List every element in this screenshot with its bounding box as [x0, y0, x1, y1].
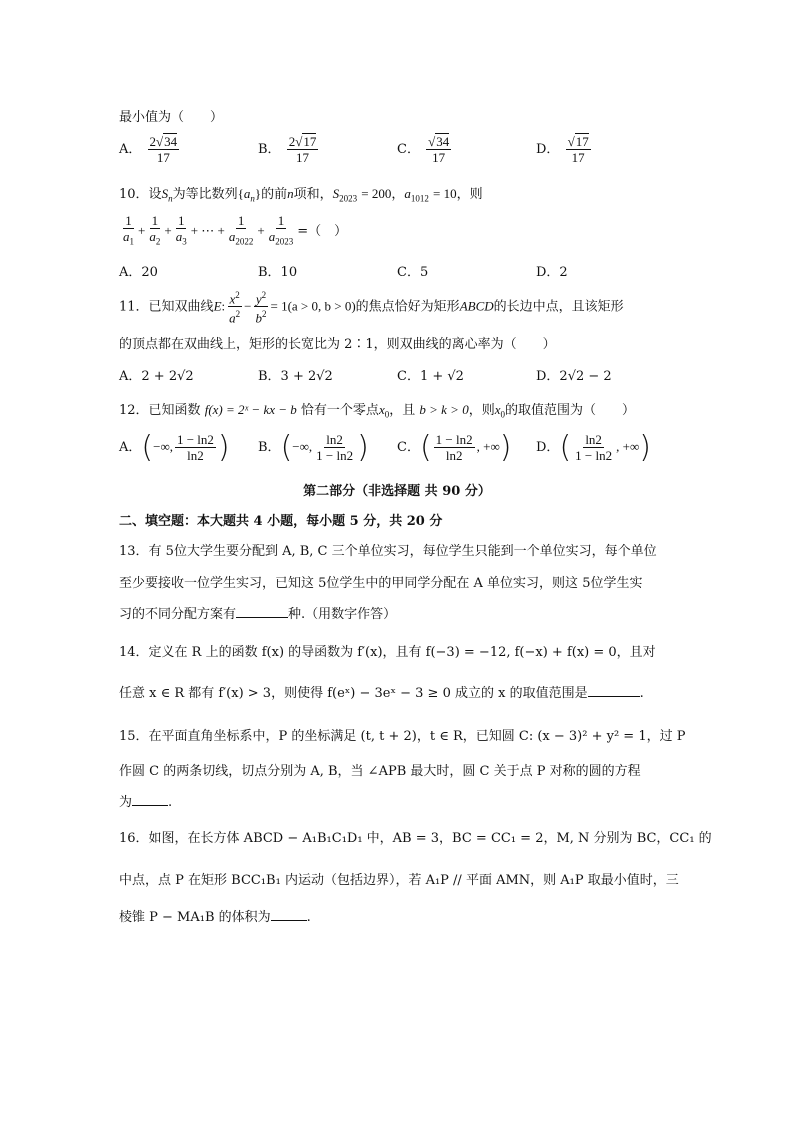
q14-line1: 14．定义在 R 上的函数 f(x) 的导函数为 f′(x)，且有 f(−3) = −12, f(−x) + f(x) = 0，且对	[119, 645, 656, 660]
text: 任意 x ∈ R 都有 f′(x) > 3，则使得 f(eˣ) − 3eˣ − 3 ≥ 0 成立的 x 的取值范围是	[119, 686, 588, 701]
option-label: A．	[119, 142, 142, 157]
q11-stem-line2: 的顶点都在双曲线上，矩形的长宽比为 2∶1，则双曲线的离心率为（ ）	[119, 337, 556, 352]
q11-option-b[interactable]: B．3 + 2√2	[258, 369, 333, 384]
math-function: f(x) = 2ˣ − kx − b	[204, 402, 297, 417]
option-label: A．	[119, 440, 142, 455]
q9-option-d[interactable]	[536, 134, 593, 165]
radicand: 17	[575, 134, 589, 149]
text: 项和，	[293, 187, 333, 202]
q14-line2	[119, 682, 644, 701]
q11-option-c[interactable]: C．1 + √2	[397, 369, 464, 384]
interval-right: , +∞	[616, 439, 640, 454]
q12-stem: 12．已知函数 f(x) = 2ˣ − kx − b 恰有一个零点$x_0$，且 b > k > 0，则$x_0$的取值范围为（ ）	[119, 402, 636, 420]
interval-right: , +∞	[476, 439, 500, 454]
option-label: D．	[536, 142, 560, 157]
text: 的取值范围为（ ）	[505, 403, 636, 418]
q16-line2: 中点，点 P 在矩形 BCC₁B₁ 内运动（包括边界），若 A₁P // 平面 AMN，则 A₁P 取最小值时，三	[119, 873, 679, 888]
answer-blank[interactable]	[132, 793, 168, 806]
text: 已知函数	[148, 403, 201, 418]
q15-line2: 作圆 C 的两条切线，切点分别为 A, B，当 ∠APB 最大时，圆 C 关于点 P 对称的圆的方程	[119, 764, 641, 779]
text: .	[168, 795, 173, 810]
interval-left: −∞,	[292, 439, 313, 454]
fraction: $\frac{√34}{17}$	[428, 134, 450, 165]
q11-option-d[interactable]: D．2√2 − 2	[536, 369, 612, 384]
q9-option-c[interactable]	[397, 134, 453, 165]
denominator: 17	[296, 150, 310, 165]
question-number: 10．	[119, 187, 149, 202]
text: 的焦点恰好为矩形	[355, 299, 460, 315]
q16-line3	[119, 906, 311, 925]
q13-line1: 13．有 5位大学生要分配到 A, B, C 三个单位实习，每位学生只能到一个单位实习，每个单位	[119, 544, 657, 559]
text: ，且	[389, 403, 416, 418]
option-label: B．	[258, 440, 281, 455]
q10-option-b[interactable]: B．10	[258, 265, 298, 280]
text: ，则	[468, 403, 495, 418]
q10-option-d[interactable]: D．2	[536, 265, 568, 280]
answer-blank[interactable]	[271, 908, 307, 921]
q12-option-d[interactable]: D．( $\frac{\ln 2}{1 - \ln 2}$ , +∞)	[536, 430, 651, 465]
denominator: 17	[432, 150, 446, 165]
question-number: 11．	[119, 299, 149, 315]
text: =（ ）	[297, 223, 348, 239]
text: 种.（用数字作答）	[288, 607, 397, 622]
q16-line1: 16．如图，在长方体 ABCD − A₁B₁C₁D₁ 中，AB = 3，BC = CC₁ = 2，M, N 分别为 BC，CC₁ 的	[119, 831, 712, 846]
option-label: C．	[397, 142, 420, 157]
text: 恰有一个零点	[300, 403, 379, 418]
option-label: C．	[397, 440, 420, 455]
denominator: 1 − ln2	[575, 448, 613, 463]
text: .	[306, 910, 311, 925]
section2-title: 二、填空题：本大题共 4 小题，每小题 5 分，共 20 分	[119, 514, 443, 529]
q10-stem: 10．设$S_n$为等比数列$\{a_n\}$的前n项和，$S_{2023} = 200$，$a_{1012} = 10$，则	[119, 186, 483, 204]
text: 已知双曲线	[148, 299, 214, 315]
q12-option-b[interactable]: B．(−∞, $\frac{\ln 2}{1 - \ln 2}$ )	[258, 430, 369, 465]
denominator: ln2	[187, 448, 204, 463]
q13-line2: 至少要接收一位学生实习，已知这 5位学生中的甲同学分配在 A 单位实习，则这 5位学生实	[119, 576, 643, 591]
radicand: 34	[164, 134, 178, 149]
q11-stem: 11．已知双曲线E: $\frac{x^2}{a^2}$ − $\frac{y^2}{b^2}$ = 1(a > 0, b > 0)的焦点恰好为矩形ABCD的长边中点，且该矩形	[119, 290, 624, 326]
q15-line3	[119, 791, 172, 810]
denominator: 1 − ln2	[316, 448, 354, 463]
text: 的前	[261, 187, 288, 202]
fraction: $\frac{2√34}{17}$	[149, 134, 178, 165]
q12-option-c[interactable]: C．( $\frac{1 - \ln 2}{\ln 2}$ , +∞)	[397, 430, 512, 465]
text: 棱锥 P − MA₁B 的体积为	[119, 910, 271, 925]
q9-option-b[interactable]	[258, 134, 320, 165]
numerator: 1 − ln2	[435, 432, 473, 447]
q13-line3	[119, 603, 396, 622]
q15-line1: 15．在平面直角坐标系中，P 的坐标满足 (t, t + 2)，t ∈ R，已知圆 C: (x − 3)² + y² = 1，过 P	[119, 729, 686, 744]
text: 设	[148, 187, 162, 202]
answer-blank[interactable]	[588, 684, 640, 697]
q9-stem-tail: 最小值为（ ）	[119, 110, 224, 125]
text: 的长边中点，且该矩形	[493, 299, 624, 315]
math-condition: = 1(a > 0, b > 0)	[270, 298, 356, 314]
text: 为	[119, 795, 133, 810]
numerator: 1 − ln2	[176, 432, 214, 447]
denominator: 17	[571, 150, 585, 165]
option-label: B．	[258, 142, 281, 157]
radicand: 17	[303, 134, 317, 149]
q12-option-a[interactable]: A．(−∞, $\frac{1 - \ln 2}{\ln 2}$ )	[119, 430, 230, 465]
text: .	[639, 686, 644, 701]
fraction: $\frac{√17}{17}$	[567, 134, 589, 165]
numerator: ln2	[326, 432, 343, 447]
q10-option-c[interactable]: C．5	[397, 265, 429, 280]
radicand: 34	[436, 134, 450, 149]
math-s: S	[161, 186, 169, 201]
option-label: D．	[536, 440, 560, 455]
math-value: = 10	[433, 186, 457, 201]
q9-option-a[interactable]	[119, 134, 181, 165]
denominator: ln2	[445, 448, 463, 463]
interval-left: −∞,	[153, 439, 173, 454]
text: 习的不同分配方案有	[119, 607, 237, 622]
answer-blank[interactable]	[236, 605, 288, 618]
question-number: 12．	[119, 403, 149, 418]
math-condition: b > k > 0	[419, 402, 469, 417]
denominator: 17	[156, 150, 170, 165]
text: 为等比数列	[172, 187, 238, 202]
part2-title: 第二部分（非选择题 共 90 分）	[303, 484, 491, 499]
q10-expression: $\frac{1}{a_1}$ + $\frac{1}{a_2}$ + $\frac{1}{a_3}$ + ⋯ + $\frac{1}{a_{2022}}$ + $\frac{1}{a_{2023}}$ =（ ）	[123, 213, 348, 247]
math-rect: ABCD	[459, 298, 494, 314]
coef: 2	[149, 134, 157, 149]
coef: 2	[288, 134, 296, 149]
math-value: = 200	[361, 186, 392, 201]
q11-option-a[interactable]: A．2 + 2√2	[119, 369, 194, 384]
numerator: ln2	[585, 432, 602, 447]
q10-option-a[interactable]: A．20	[119, 265, 158, 280]
text: ，则	[456, 187, 483, 202]
fraction: $\frac{2√17}{17}$	[288, 134, 317, 165]
